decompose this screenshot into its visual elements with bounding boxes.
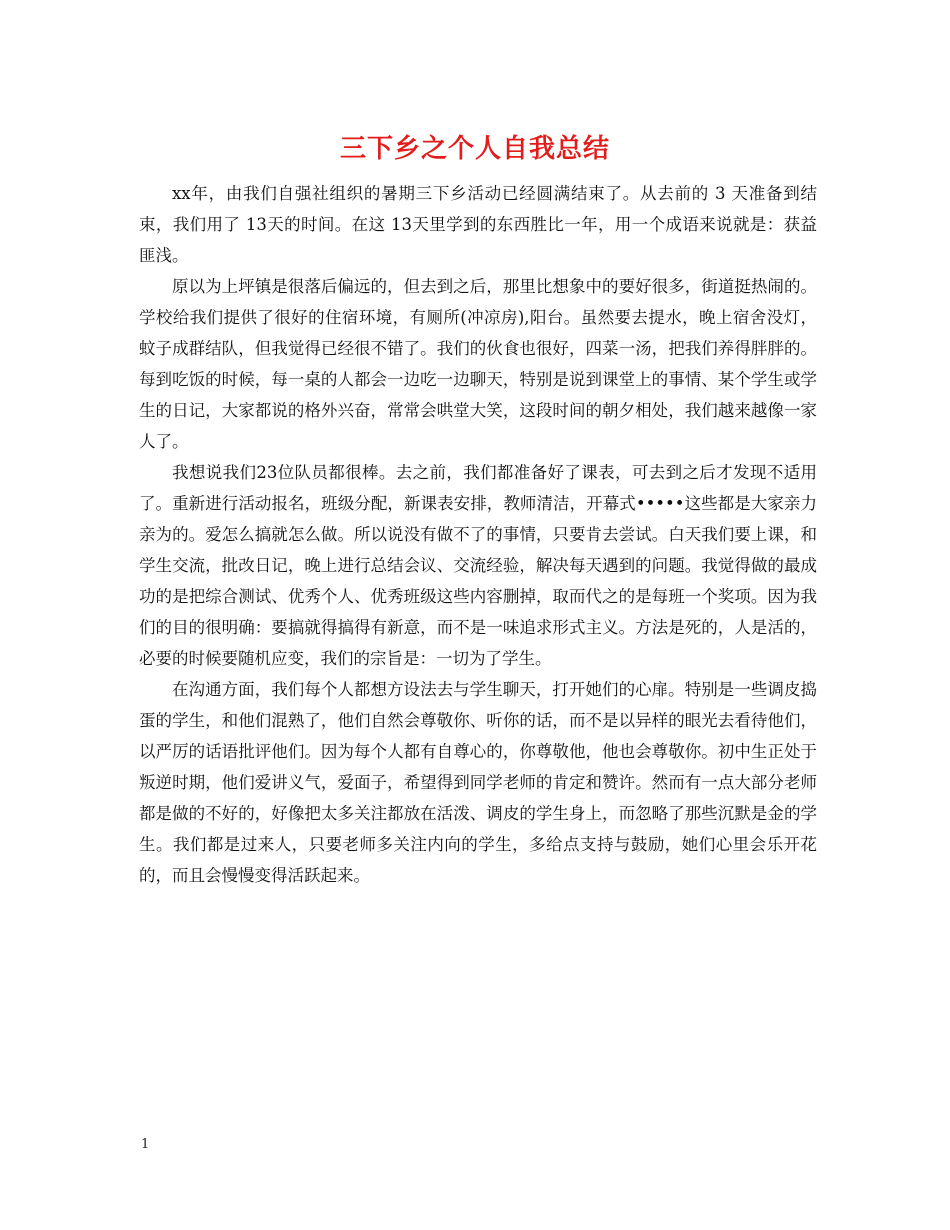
paragraph-2: 原以为上坪镇是很落后偏远的，但去到之后，那里比想象中的要好很多，街道挺热闹的。学校给我们提供了很好的住宿环境，有厕所(冲凉房),阳台。虽然要去提水，晚上宿舍没灯，蚊子成群结队，但我觉得已经很不错了。我们的伙食也很好，四菜一汤，把我们养得胖胖的。每到吃饭的时候，每一桌的人都会一边吃一边聊天，特别是说到课堂上的事情、某个学生或学生的日记，大家都说的格外兴奋，常常会哄堂大笑，这段时间的朝夕相处，我们越来越像一家人了。 bbox=[139, 277, 817, 451]
paragraph-1: xx年，由我们自强社组织的暑期三下乡活动已经圆满结束了。从去前的 3 天准备到结束，我们用了 13天的时间。在这 13天里学到的东西胜比一年，用一个成语来说就是：获益匪浅。 bbox=[139, 184, 817, 265]
document-body bbox=[139, 178, 817, 891]
paragraph-3: 我想说我们23位队员都很棒。去之前，我们都准备好了课表，可去到之后才发现不适用了。重新进行活动报名，班级分配，新课表安排，教师清洁，开幕式•••••这些都是大家亲力亲为的。爱怎么搞就怎么做。所以说没有做不了的事情，只要肯去尝试。白天我们要上课，和学生交流，批改日记，晚上进行总结会议、交流经验，解决每天遇到的问题。我觉得做的最成功的是把综合测试、优秀个人、优秀班级这些内容删掉，取而代之的是每班一个奖项。因为我们的目的很明确：要搞就得搞得有新意，而不是一味追求形式主义。方法是死的，人是活的，必要的时候要随机应变，我们的宗旨是：一切为了学生。 bbox=[139, 463, 817, 668]
paragraph-4: 在沟通方面，我们每个人都想方设法去与学生聊天，打开她们的心扉。特别是一些调皮捣蛋的学生，和他们混熟了，他们自然会尊敬你、听你的话，而不是以异样的眼光去看待他们，以严厉的话语批评他们。因为每个人都有自尊心的，你尊敬他，他也会尊敬你。初中生正处于叛逆时期，他们爱讲义气，爱面子，希望得到同学老师的肯定和赞许。然而有一点大部分老师都是做的不好的，好像把太多关注都放在活泼、调皮的学生身上，而忽略了那些沉默是金的学生。我们都是过来人，只要老师多关注内向的学生，多给点支持与鼓励，她们心里会乐开花的，而且会慢慢变得活跃起来。 bbox=[139, 680, 817, 885]
page-title: 三下乡之个人自我总结 bbox=[339, 134, 610, 164]
page-number: 1 bbox=[141, 1137, 150, 1152]
